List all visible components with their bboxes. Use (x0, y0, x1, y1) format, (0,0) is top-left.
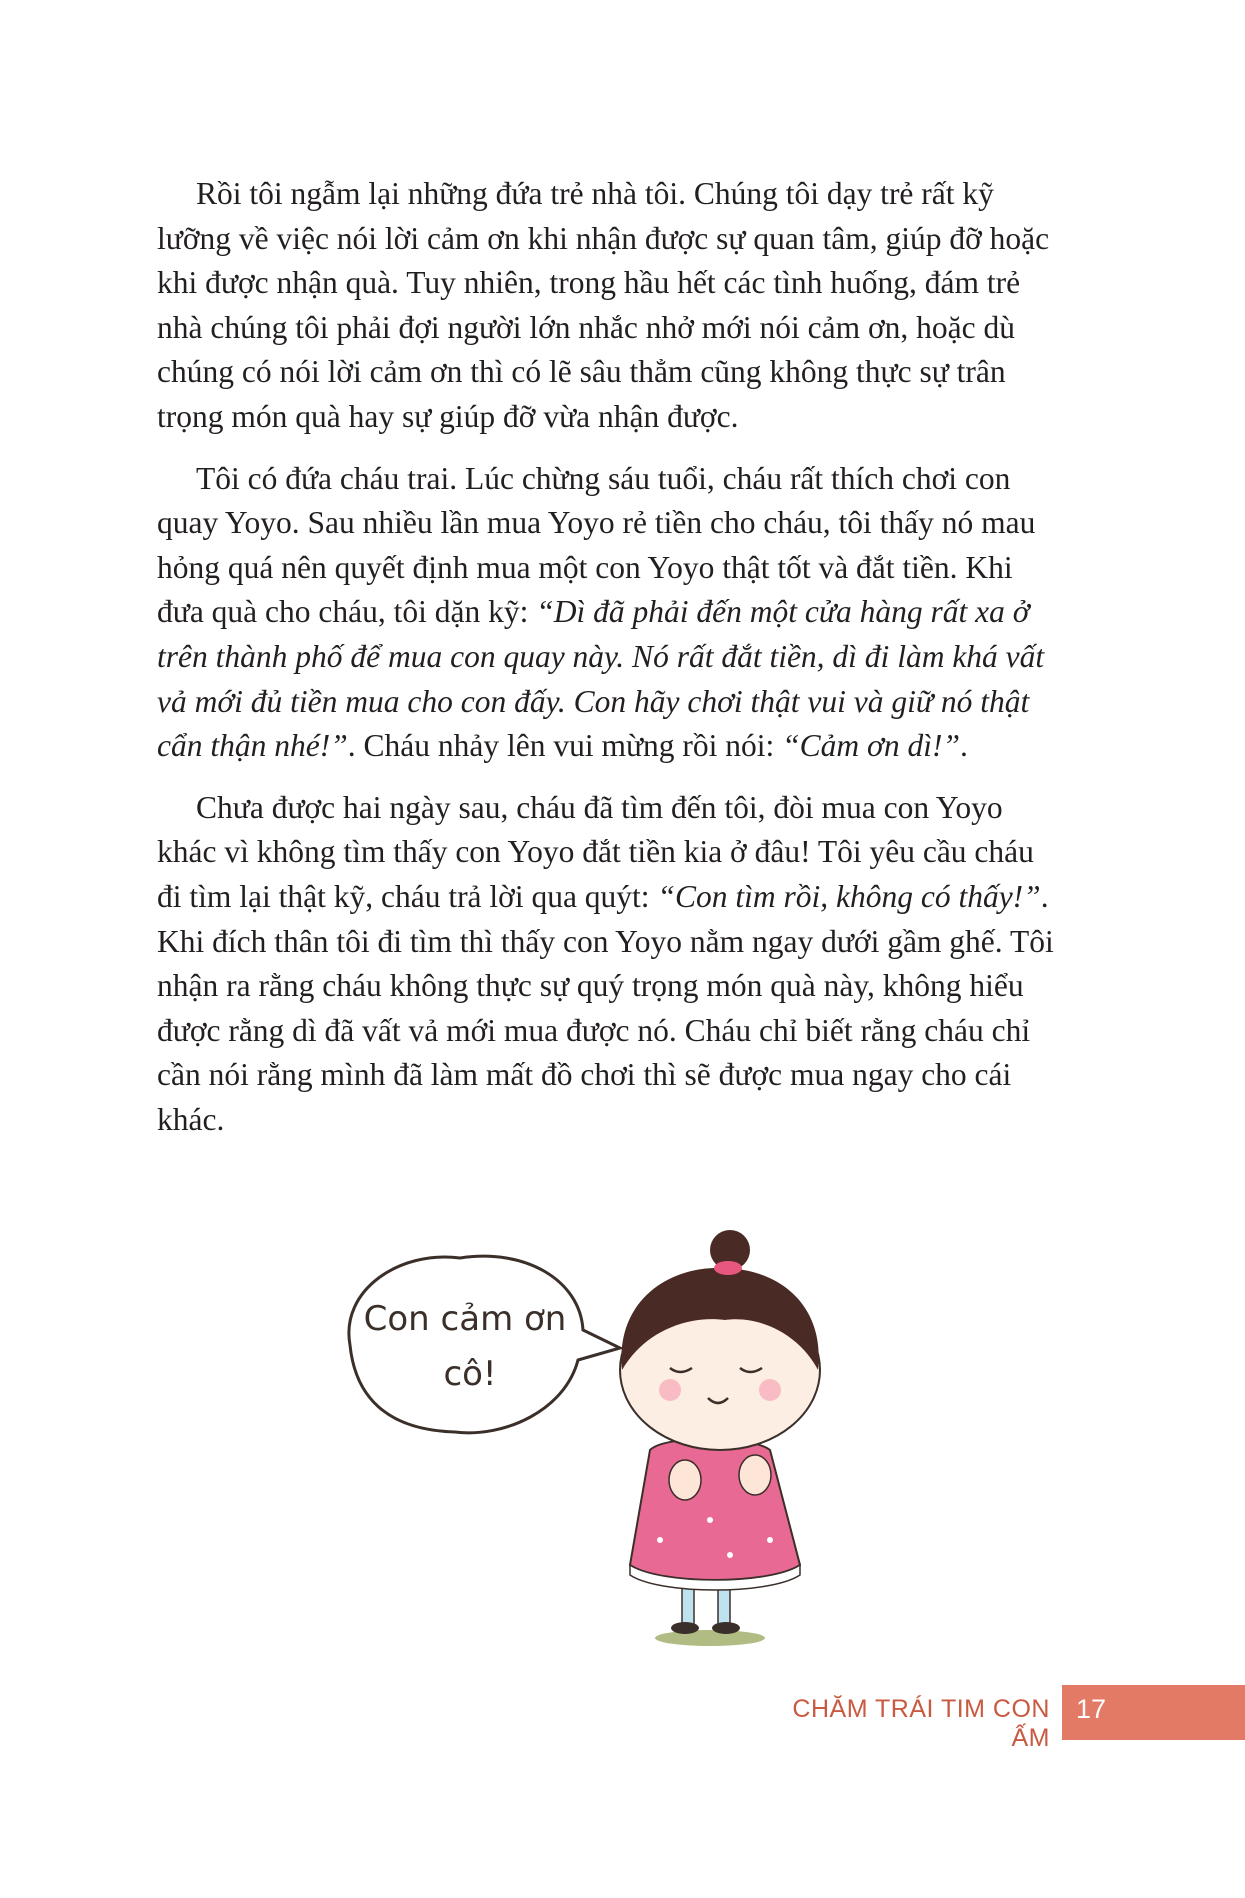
page-number: 17 (1076, 1694, 1107, 1724)
page-number-box (1062, 1685, 1245, 1740)
body-text (157, 172, 1062, 1159)
girl-figure (620, 1230, 820, 1646)
speech-text-line1: Con cảm ơn (363, 1299, 567, 1339)
speech-bubble (349, 1256, 620, 1433)
quote-thanks: “Cảm ơn dì!” (782, 728, 960, 764)
book-title: CHĂM TRÁI TIM CON ẤM (792, 1695, 1050, 1752)
quote-nephew: “Con tìm rồi, không có thấy!” (657, 878, 1041, 914)
paragraph-2: Tôi có đứa cháu trai. Lúc chừng sáu tuổi, cháu rất thích chơi con quay Yoyo. Sau nhiều lần mua Yoyo rẻ tiền cho cháu, tôi thấy nó mau hỏng quá nên quyết định mua một con Yoyo thật tốt và đắt tiền. Khi đưa quà cho cháu, tôi dặn kỹ: “Dì đã phải đến một cửa hàng rất xa ở trên thành phố để mua con quay này. Nó rất đắt tiền, dì đi làm khá vất vả mới đủ tiền mua cho con đấy. Con hãy chơi thật vui và giữ nó thật cẩn thận nhé!”. Cháu nhảy lên vui mừng rồi nói: “Cảm ơn dì!”. (157, 460, 1045, 764)
speech-text-line2: cô! (443, 1354, 497, 1394)
quote-aunt: “Dì đã phải đến một cửa hàng rất xa ở trên thành phố để mua con quay này. Nó rất đắt tiền, dì đi làm khá vất vả mới đủ tiền mua cho con đấy. Con hãy chơi thật vui và giữ nó thật cẩn thận nhé!” (157, 594, 1045, 764)
girl-illustration (330, 1220, 890, 1660)
paragraph-3: Chưa được hai ngày sau, cháu đã tìm đến tôi, đòi mua con Yoyo khác vì không tìm thấy con Yoyo đắt tiền kia ở đâu! Tôi yêu cầu cháu đi tìm lại thật kỹ, cháu trả lời qua quýt: “Con tìm rồi, không có thấy!”. Khi đích thân tôi đi tìm thì thấy con Yoyo nằm ngay dưới gầm ghế. Tôi nhận ra rằng cháu không thực sự quý trọng món quà này, không hiểu được rằng dì đã vất vả mới mua được nó. Cháu chỉ biết rằng cháu chỉ cần nói rằng mình đã làm mất đồ chơi thì sẽ được mua ngay cho cái khác. (157, 789, 1054, 1137)
paragraph-1: Rồi tôi ngẫm lại những đứa trẻ nhà tôi. Chúng tôi dạy trẻ rất kỹ lưỡng về việc nói lời cảm ơn khi nhận được sự quan tâm, giúp đỡ hoặc khi được nhận quà. Tuy nhiên, trong hầu hết các tình huống, đám trẻ nhà chúng tôi phải đợi người lớn nhắc nhở mới nói cảm ơn, hoặc dù chúng có nói lời cảm ơn thì có lẽ sâu thẳm cũng không thực sự trân trọng món quà hay sự giúp đỡ vừa nhận được. (157, 176, 1050, 434)
